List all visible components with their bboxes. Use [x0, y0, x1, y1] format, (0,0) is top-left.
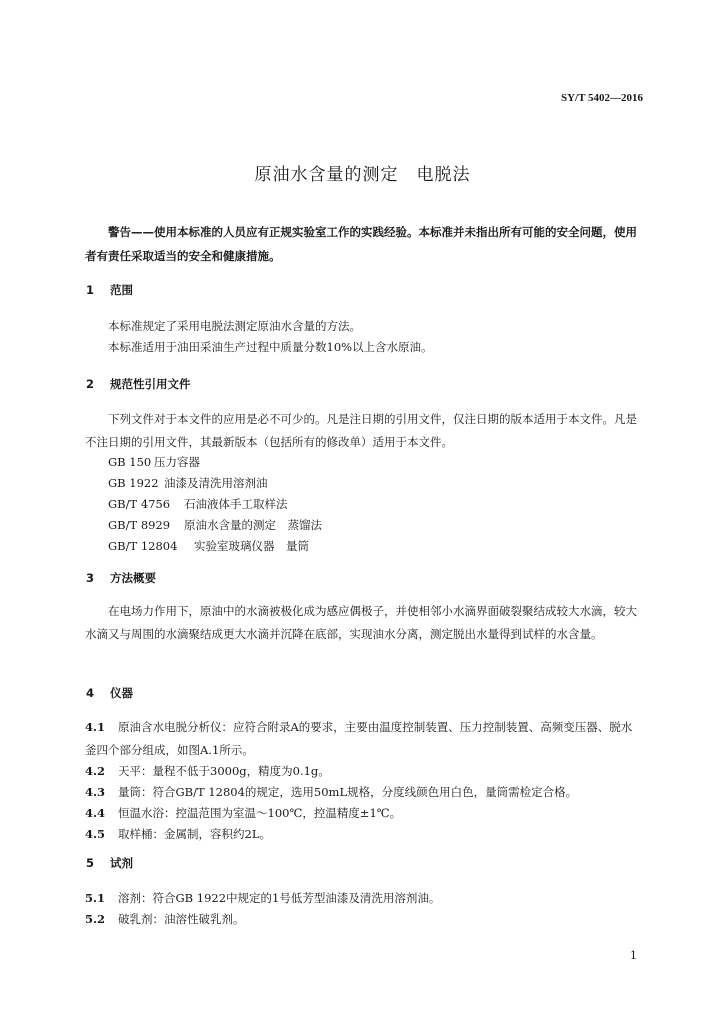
reference-code: GB/T 12804: [108, 539, 178, 553]
clause-item: [85, 823, 641, 846]
section-title: 试剂: [110, 856, 134, 870]
clause-text: 取样桶：金属制，容积约2L。: [118, 827, 271, 841]
paragraph: 下列文件对于本文件的应用是必不可少的。凡是注日期的引用文件，仅注日期的版本适用于本文件。凡是不注日期的引用文件，其最新版本（包括所有的修改单）适用于本文件。: [85, 412, 637, 449]
reference-name: 油漆及清洗用溶剂油: [164, 476, 268, 490]
reference-code: GB 1922: [108, 476, 159, 490]
document-title: 原油水含量的测定 电脱法: [254, 165, 471, 185]
warning-paragraph: 警告——使用本标准的人员应有正规实验室工作的实践经验。本标准并未指出所有可能的安全问题，使用者有责任采取适当的安全和健康措施。: [85, 225, 637, 263]
section-title: 规范性引用文件: [110, 377, 191, 391]
section-heading-3: [86, 570, 156, 586]
reference-code: GB/T 4756: [108, 497, 171, 511]
clause-number: 5.1: [85, 891, 106, 905]
clause-text: 恒温水浴：控温范围为室温～100℃，控温精度±1℃。: [118, 806, 402, 820]
clause-number: 4.3: [85, 785, 106, 799]
clause-text: 溶剂：符合GB 1922中规定的1号低芳型油漆及清洗用溶剂油。: [118, 891, 441, 905]
clause-text: 天平：量程不低于3000g，精度为0.1g。: [118, 764, 330, 778]
reference-item: [108, 454, 200, 470]
clause-text: 量筒：符合GB/T 12804的规定，选用50mL规格，分度线颜色用白色，量筒需检定合格。: [118, 785, 578, 799]
section-number: 4: [86, 686, 95, 700]
page-number: 1: [630, 949, 637, 962]
reference-name: 压力容器: [154, 455, 200, 469]
clause-number: 5.2: [85, 912, 106, 926]
clause-item: [85, 716, 641, 762]
section-heading-4: [86, 685, 133, 701]
paragraph: 本标准规定了采用电脱法测定原油水含量的方法。: [108, 319, 361, 333]
clause-text: 原油含水电脱分析仪：应符合附录A的要求，主要由温度控制装置、压力控制装置、高频变压器、脱水釜四个部分组成，如图A.1所示。: [85, 720, 633, 757]
reference-code: GB 150: [108, 455, 152, 469]
reference-item: [108, 517, 322, 533]
section-number: 2: [86, 377, 95, 391]
clause-item: [85, 781, 641, 804]
section-title: 方法概要: [110, 571, 157, 585]
reference-item: [108, 538, 309, 554]
clause-number: 4.1: [85, 720, 106, 734]
clause-item: [85, 908, 641, 931]
reference-item: [108, 475, 268, 491]
reference-code: GB/T 8929: [108, 518, 171, 532]
paragraph: 本标准适用于油田采油生产过程中质量分数10%以上含水原油。: [108, 340, 433, 354]
section-heading-1: [86, 282, 133, 298]
clause-item: [85, 887, 641, 910]
section-title: 范围: [110, 283, 134, 297]
clause-item: [85, 760, 641, 783]
section-number: 3: [86, 571, 95, 585]
clause-number: 4.4: [85, 806, 106, 820]
reference-name: 实验室玻璃仪器 量筒: [194, 539, 309, 553]
clause-number: 4.2: [85, 764, 106, 778]
paragraph: 在电场力作用下，原油中的水滴被极化成为感应偶极子，并使相邻小水滴界面破裂聚结成较大水滴，较大水滴又与周围的水滴聚结成更大水滴并沉降在底部，实现油水分离，测定脱出水量得到试样的水含量。: [85, 604, 637, 641]
reference-name: 石油液体手工取样法: [184, 497, 288, 511]
section-heading-5: [86, 855, 133, 871]
clause-text: 破乳剂：油溶性破乳剂。: [118, 912, 245, 926]
reference-item: [108, 496, 288, 512]
reference-name: 原油水含量的测定 蒸馏法: [184, 518, 322, 532]
standard-number: SY/T 5402—2016: [560, 92, 643, 104]
section-heading-2: [86, 376, 191, 392]
section-number: 5: [86, 856, 95, 870]
section-title: 仪器: [110, 686, 134, 700]
section-number: 1: [86, 283, 95, 297]
clause-item: [85, 802, 641, 825]
clause-number: 4.5: [85, 827, 106, 841]
